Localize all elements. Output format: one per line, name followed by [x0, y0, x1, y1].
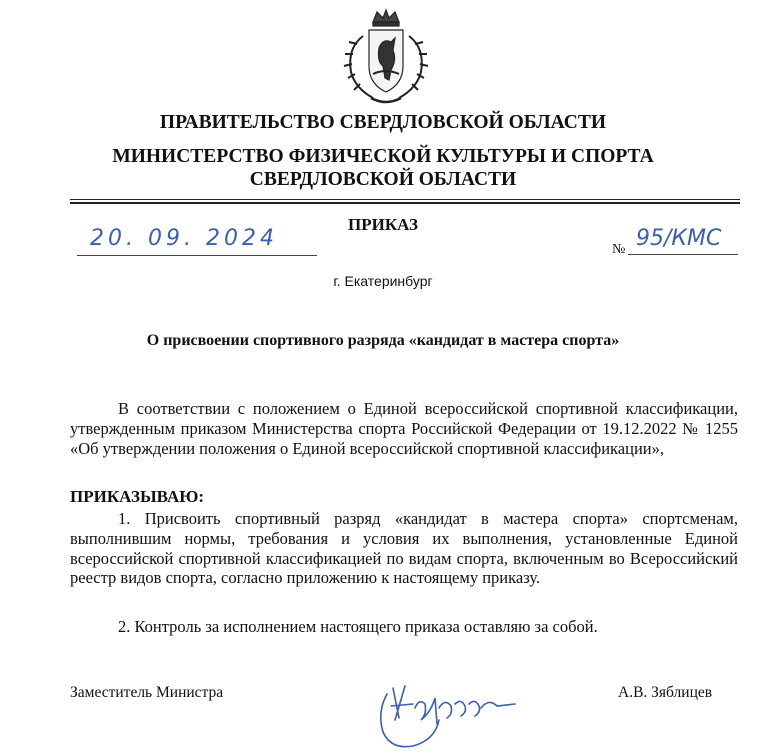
header-rule-thick	[70, 202, 740, 204]
ministry-title-line2: СВЕРДЛОВСКОЙ ОБЛАСТИ	[249, 169, 517, 190]
signer-name: А.В. Зяблицев	[618, 684, 713, 701]
signer-role: Заместитель Министра	[70, 684, 224, 701]
header-rule-thin	[70, 199, 740, 200]
order-word: ПРИКАЗЫВАЮ:	[70, 487, 205, 506]
preamble-paragraph: В соответствии с положением о Единой всероссийской спортивной классификации, утвержденным приказом Министерства спорта Российской Федерации от 19.12.2022 № 1255 «Об утверждении положения о Единой всероссийской спортивной классификации»,	[70, 399, 738, 458]
ministry-title	[0, 145, 766, 191]
date-underline	[77, 255, 317, 256]
order-item-1: 1. Присвоить спортивный разряд «кандидат в мастера спорта» спортсменам, выполнившим нормы, требования и условия их выполнения, установленные Единой всероссийской спортивной классификацией по видам спорта, включенным во Всероссийский реестр видов спорта, согласно приложению к настоящему приказу.	[70, 509, 738, 588]
document-type: ПРИКАЗ	[348, 215, 418, 234]
government-title: ПРАВИТЕЛЬСТВО СВЕРДЛОВСКОЙ ОБЛАСТИ	[159, 112, 607, 133]
document-city: г. Екатеринбург	[333, 273, 433, 289]
document-number: 95/КМС	[636, 226, 722, 251]
document-date: 20. 09. 2024	[90, 226, 278, 251]
number-underline	[628, 254, 738, 255]
ministry-title-line1: МИНИСТЕРСТВО ФИЗИЧЕСКОЙ КУЛЬТУРЫ И СПОРТА	[112, 146, 654, 167]
coat-of-arms-icon	[333, 8, 439, 108]
order-item-2: 2. Контроль за исполнением настоящего приказа оставляю за собой.	[118, 617, 598, 636]
handwritten-signature	[365, 668, 525, 752]
document-subject: О присвоении спортивного разряда «кандидат в мастера спорта»	[146, 332, 620, 349]
number-sign: №	[612, 242, 626, 257]
